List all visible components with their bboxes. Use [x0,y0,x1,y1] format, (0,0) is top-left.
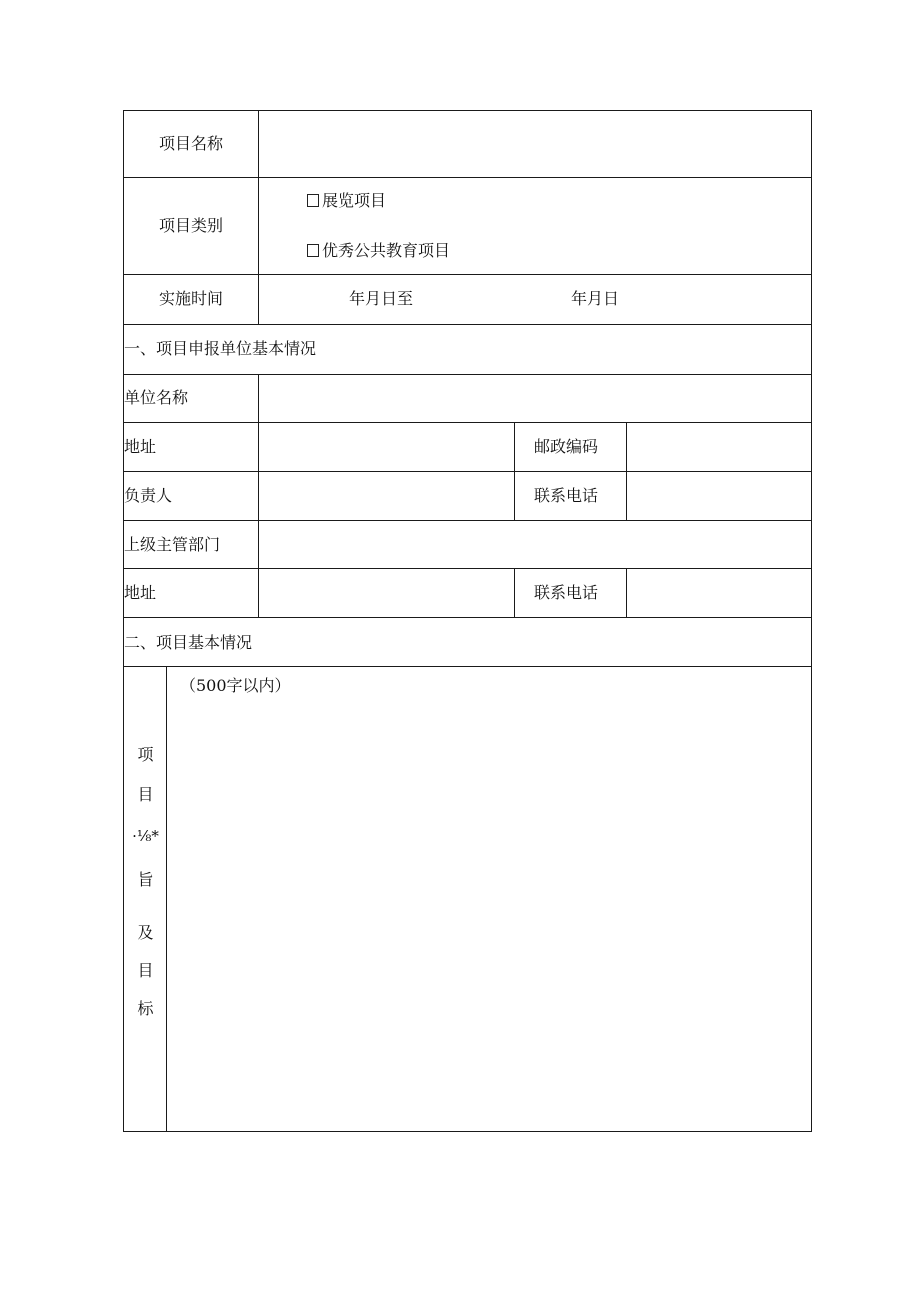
superior-contact-phone-label: 联系电话 [534,583,599,602]
time-to-field[interactable]: 年月日 [571,289,620,308]
purpose-label-char: 标 [137,999,154,1018]
purpose-label-char: 目 [137,785,154,804]
category-option-exhibition-label: 展览项目 [322,191,387,210]
table-border-right [811,110,812,1132]
row-line [123,617,812,618]
implementation-time-label: 实施时间 [158,289,223,308]
unit-name-label: 单位名称 [124,388,189,407]
checkbox-icon[interactable] [307,194,319,207]
superior-address-input[interactable] [259,569,514,617]
col-line [514,422,515,520]
contact-phone-label: 联系电话 [534,486,599,505]
address-label: 地址 [124,437,157,456]
person-in-charge-input[interactable] [259,472,514,520]
superior-contact-phone-input[interactable] [627,569,811,617]
category-option-education-label: 优秀公共教育项目 [322,241,451,260]
purpose-label-char: 项 [137,745,154,764]
purpose-content-area[interactable] [167,667,811,1131]
purpose-label-char: ·⅛* [132,827,159,845]
superior-dept-label: 上级主管部门 [124,535,221,554]
section-1-title: 一、项目申报单位基本情况 [124,339,317,358]
superior-dept-input[interactable] [259,521,811,568]
purpose-label-char: 旨 [137,870,154,889]
col-line [514,568,515,617]
postal-code-input[interactable] [627,423,811,471]
project-category-label: 项目类别 [158,216,223,235]
purpose-label-char: 及 [137,923,154,942]
time-from-field[interactable]: 年月日至 [349,289,414,308]
row-line [123,177,812,178]
superior-address-label: 地址 [124,583,157,602]
unit-name-input[interactable] [259,375,811,422]
project-name-label: 项目名称 [158,134,223,153]
project-name-input[interactable] [259,111,811,177]
postal-code-label: 邮政编码 [534,437,599,456]
section-2-title: 二、项目基本情况 [124,633,253,652]
word-limit-note: （500字以内） [180,676,291,695]
checkbox-icon[interactable] [307,244,319,257]
contact-phone-input[interactable] [627,472,811,520]
person-in-charge-label: 负责人 [124,486,173,505]
table-border-bottom [123,1131,812,1132]
purpose-label-char: 目 [137,961,154,980]
row-line [123,324,812,325]
address-input[interactable] [259,423,514,471]
row-line [123,274,812,275]
